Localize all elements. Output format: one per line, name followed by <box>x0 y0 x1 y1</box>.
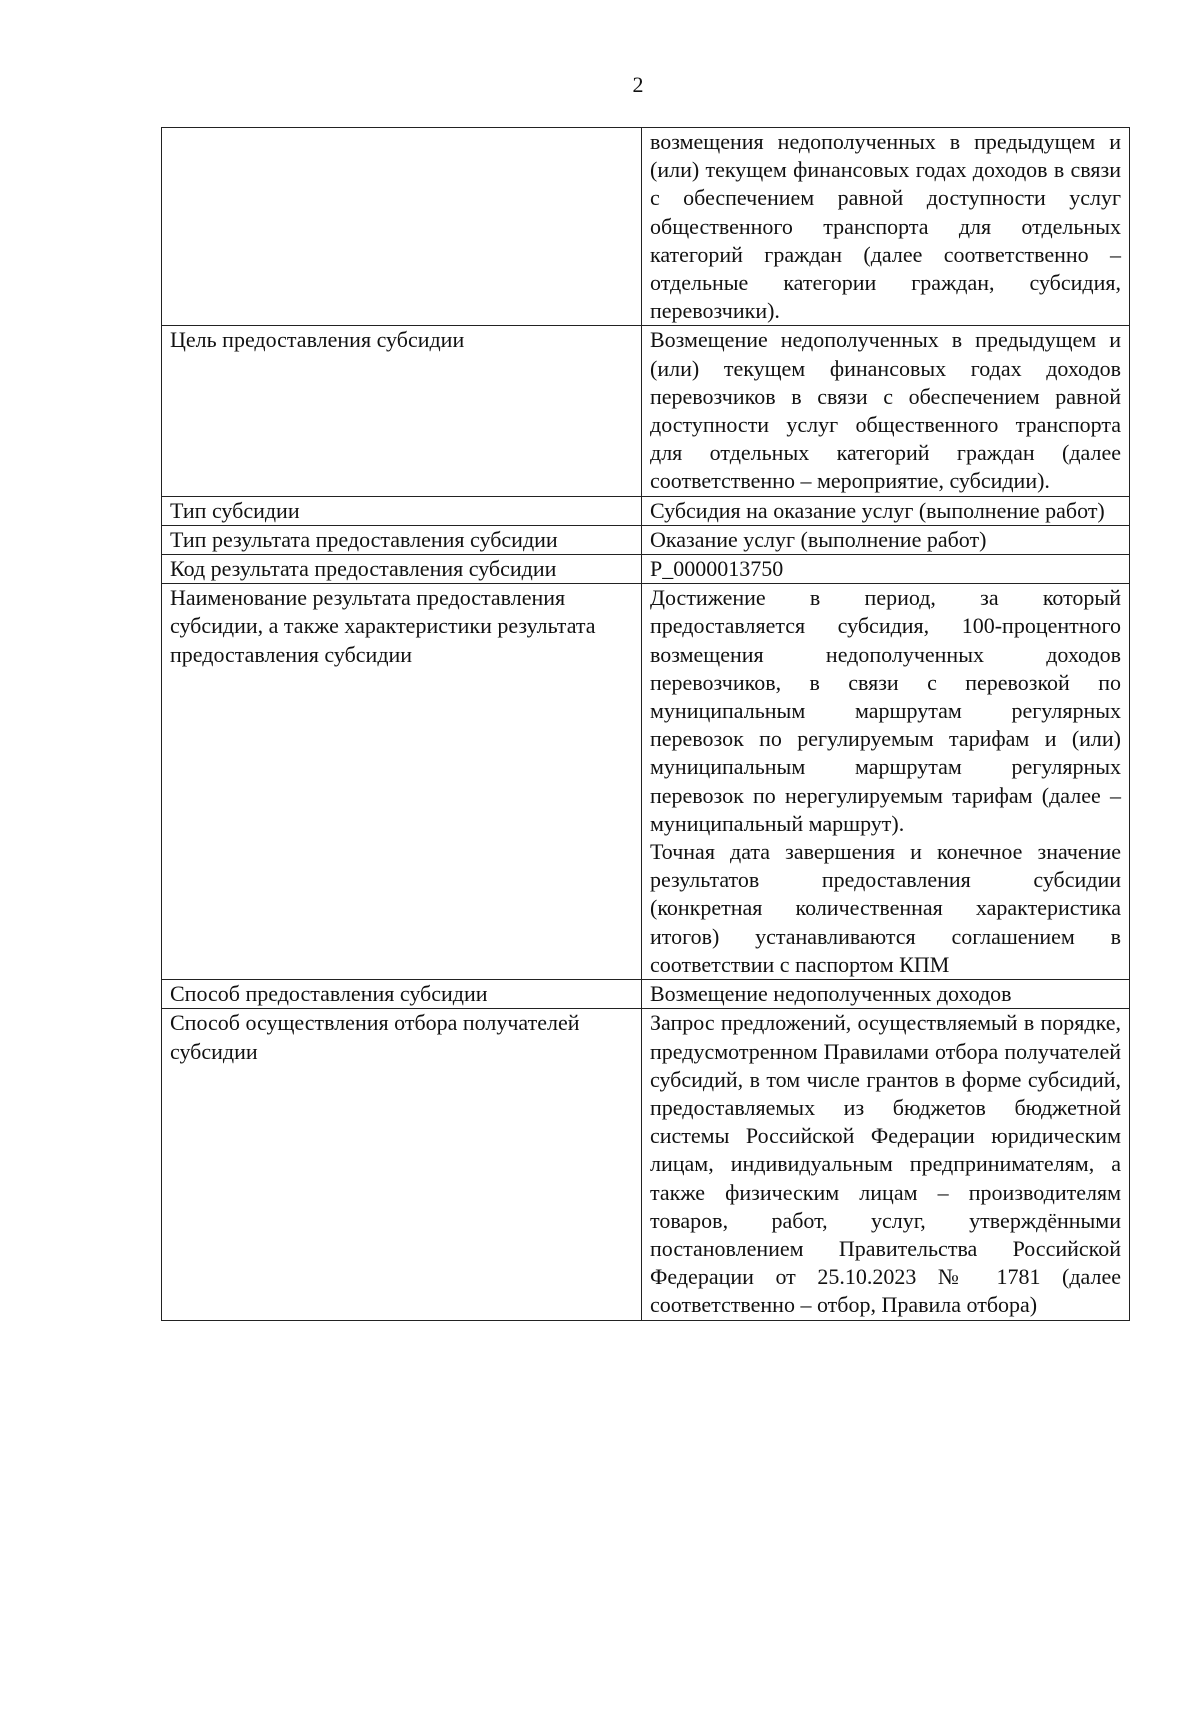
subsidy-info-table <box>161 127 1130 1321</box>
table-row <box>162 1009 1130 1320</box>
value-paragraph: Субсидия на оказание услуг (выполнение работ) <box>650 497 1105 523</box>
row-label-purpose: Цель предоставления субсидии <box>162 326 642 496</box>
value-paragraph: Запрос предложений, осуществляемый в порядке, предусмотренном Правилами отбора получателей субсидий, в том числе грантов в форме субсидий, предоставляемых из бюджетов бюджетной системы Российской Федерации юридическим лицам, индивидуальным предпринимателям, а также физическим лицам – производителям товаров, работ, услуг, утверждёнными постановлением Правительства Российской Федерации от 25.10.2023 № 1781 (далее соответственно – отбор, Правила отбора) <box>650 1010 1121 1318</box>
value-paragraph: Р_0000013750 <box>650 556 784 582</box>
row-label-result-type: Тип результата предоставления субсидии <box>162 525 642 554</box>
row-label-result-code: Код результата предоставления субсидии <box>162 555 642 584</box>
table-row <box>162 128 1130 326</box>
row-value-purpose <box>642 326 1130 496</box>
table-row <box>162 525 1130 554</box>
value-paragraph: Возмещение недополученных доходов <box>650 981 1012 1007</box>
row-value-result-name <box>642 584 1130 980</box>
row-label-result-name: Наименование результата предоставления субсидии, а также характеристики результата предоставления субсидии <box>162 584 642 980</box>
value-paragraph: возмещения недополученных в предыдущем и (или) текущем финансовых годах доходов в связи с обеспечением равной доступности услуг общественного транспорта для отдельных категорий граждан (далее соответственно – отдельные категории граждан, субсидия, перевозчики). <box>650 129 1121 324</box>
table-row <box>162 555 1130 584</box>
row-label-subsidy-type: Тип субсидии <box>162 496 642 525</box>
value-paragraph: Достижение в период, за который предоставляется субсидия, 100-процентного возмещения недополученных доходов перевозчиков, в связи с перевозкой по муниципальным маршрутам регулярных перевозок по регулируемым тарифам и (или) муниципальным маршрутам регулярных перевозок по нерегулируемым тарифам (далее – муниципальный маршрут). <box>650 585 1121 836</box>
row-label-selection-method: Способ осуществления отбора получателей субсидии <box>162 1009 642 1320</box>
value-paragraph: Возмещение недополученных в предыдущем и (или) текущем финансовых годах доходов перевозчиков в связи с обеспечением равной доступности услуг общественного транспорта для отдельных категорий граждан (далее соответственно – мероприятие, субсидии). <box>650 327 1121 494</box>
table-row <box>162 326 1130 496</box>
row-label-provision-method: Способ предоставления субсидии <box>162 980 642 1009</box>
row-value-selection-method <box>642 1009 1130 1320</box>
page-number: 2 <box>632 72 644 97</box>
value-paragraph: Точная дата завершения и конечное значение результатов предоставления субсидии (конкретная количественная характеристика итогов) устанавливаются соглашением в соответствии с паспортом КПМ <box>650 839 1121 977</box>
table-row <box>162 584 1130 980</box>
table-row <box>162 496 1130 525</box>
row-value-result-code <box>642 555 1130 584</box>
value-paragraph: Оказание услуг (выполнение работ) <box>650 526 987 552</box>
row-value-subsidy-type <box>642 496 1130 525</box>
table-row <box>162 980 1130 1009</box>
row-value-continued <box>642 128 1130 326</box>
row-label-continued <box>162 128 642 326</box>
row-value-provision-method <box>642 980 1130 1009</box>
row-value-result-type <box>642 525 1130 554</box>
